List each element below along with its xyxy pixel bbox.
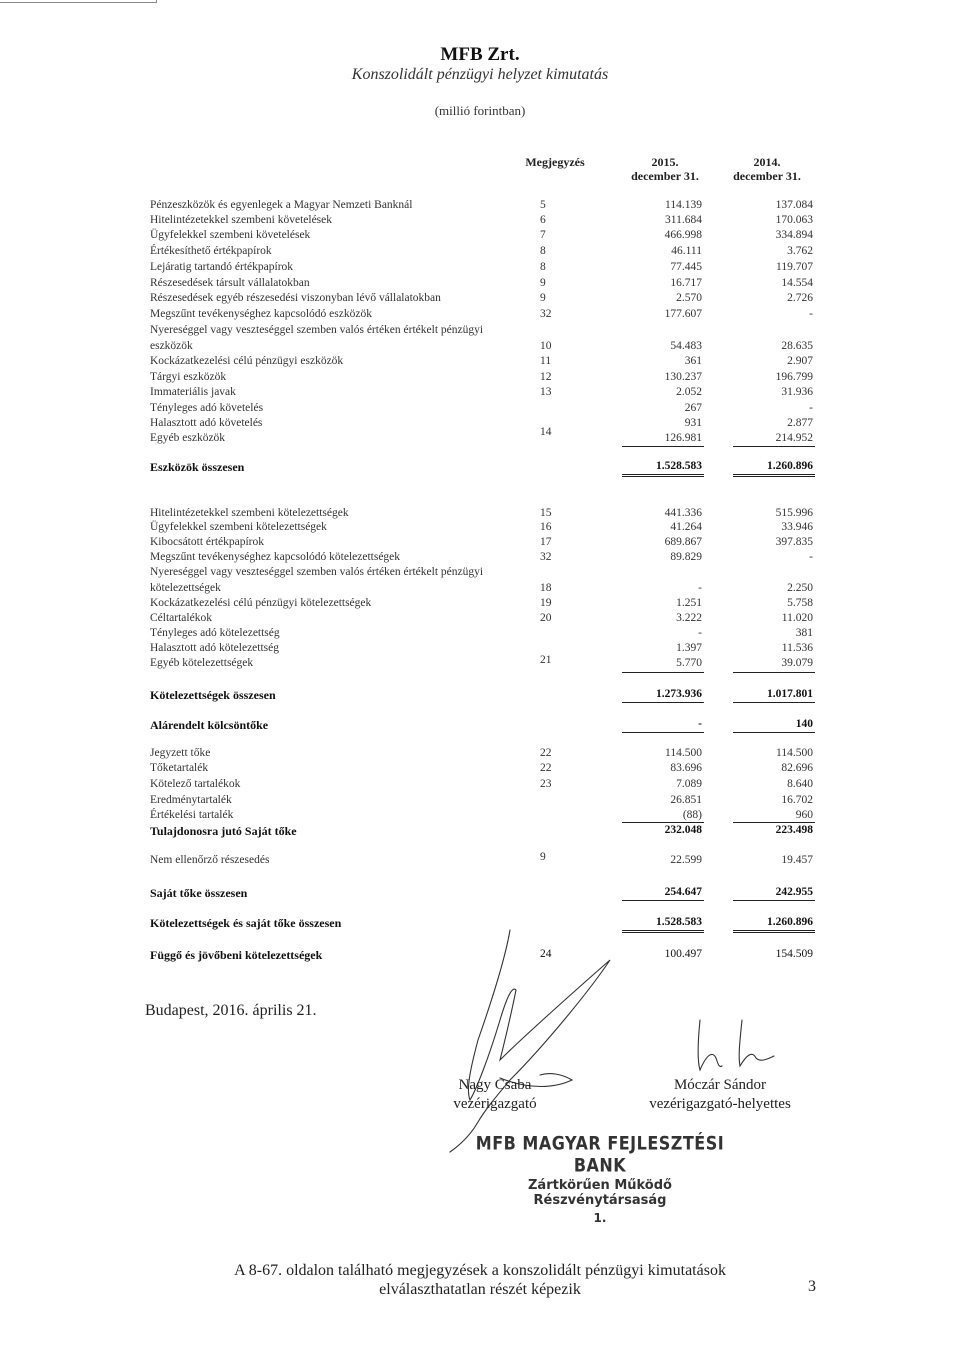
row-note: 20: [540, 612, 552, 624]
row-value-2014: 16.702: [781, 794, 813, 806]
row-note: 22: [540, 747, 552, 759]
row-value-2015: 466.998: [664, 229, 702, 241]
row-label: Ügyfelekkel szembeni követelések: [150, 229, 311, 241]
row-label: Alárendelt kölcsöntőke: [150, 718, 269, 732]
row-value-2015: 77.445: [670, 261, 702, 273]
row-value-2014: 82.696: [781, 762, 813, 774]
row-label: Hitelintézetekkel szembeni követelések: [150, 214, 333, 226]
currency-unit: (millió forintban): [434, 103, 526, 118]
row-label: Céltartalékok: [150, 612, 212, 624]
row-value-2015: 22.599: [670, 854, 702, 866]
page-number: 3: [808, 1278, 816, 1295]
row-label: Hitelintézetekkel szembeni kötelezettségek: [150, 507, 349, 519]
stamp-line-1: MFB MAGYAR FEJLESZTÉSI BANK: [475, 1132, 725, 1176]
row-value-2015: 441.336: [664, 507, 702, 519]
row-label: Értékelési tartalék: [150, 809, 234, 821]
row-value-2014: 5.758: [787, 597, 813, 609]
row-label: Kibocsátott értékpapírok: [150, 536, 265, 548]
row-note: 17: [540, 536, 552, 548]
signer-2-name: Móczár Sándor: [673, 1077, 767, 1093]
row-label: Halasztott adó követelés: [150, 417, 263, 429]
row-value-2014: 242.955: [775, 886, 813, 898]
row-value-2014: 515.996: [775, 507, 813, 519]
row-value-2015: 7.089: [676, 778, 702, 790]
row-note: 16: [540, 521, 552, 533]
row-value-2014: 1.260.896: [767, 916, 813, 928]
row-note: 11: [540, 355, 552, 367]
row-note: 18: [540, 582, 552, 594]
row-value-2015: 1.251: [676, 597, 702, 609]
row-note: 5: [540, 199, 546, 211]
company-stamp: [460, 1132, 740, 1225]
row-label: kötelezettségek: [150, 582, 221, 594]
row-note: 12: [540, 371, 552, 383]
row-label: Kötelező tartalékok: [150, 778, 241, 790]
row-value-2015: 114.139: [665, 199, 702, 211]
signer-1-name: Nagy Csaba: [458, 1077, 532, 1093]
row-label: Pénzeszközök és egyenlegek a Magyar Nemzeti Banknál: [150, 199, 413, 211]
row-note: 9: [540, 851, 546, 863]
row-value-2014: 140: [795, 718, 813, 730]
place-and-date: Budapest, 2016. április 21.: [145, 1002, 317, 1019]
row-value-2014: 397.835: [775, 536, 813, 548]
statement-title: Konszolidált pénzügyi helyzet kimutatás: [351, 66, 609, 83]
row-value-2014: 381: [795, 627, 813, 639]
row-value-2014: 31.936: [781, 386, 813, 398]
row-label: Részesedések egyéb részesedési viszonyban lévő vállalatokban: [150, 292, 441, 304]
row-value-2014: 214.952: [775, 432, 813, 444]
signature-1-stroke-a: [450, 930, 610, 1152]
row-note: 23: [540, 778, 552, 790]
row-label: Jegyzett tőke: [150, 747, 211, 759]
row-value-2015: 689.867: [664, 536, 702, 548]
row-value-2015: 1.528.583: [656, 916, 702, 928]
row-note: 6: [540, 214, 546, 226]
row-value-2015: 100.497: [664, 948, 702, 960]
signer-1-role: vezérigazgató: [453, 1096, 537, 1112]
row-label: Kockázatkezelési célú pénzügyi kötelezettségek: [150, 597, 372, 609]
row-note: 10: [540, 340, 552, 352]
row-value-2014: -: [809, 308, 813, 320]
signature-2-stroke-b: [739, 1020, 774, 1066]
row-value-2014: 170.063: [775, 214, 813, 226]
row-value-2014: 2.726: [787, 292, 813, 304]
row-label: Megszűnt tevékenységhez kapcsolódó eszközök: [150, 308, 372, 320]
row-label: Kockázatkezelési célú pénzügyi eszközök: [150, 355, 344, 367]
row-label: eszközök: [150, 340, 193, 352]
row-value-2015: 1.397: [676, 642, 702, 654]
row-label: Tárgyi eszközök: [150, 371, 227, 383]
row-label: Egyéb eszközök: [150, 432, 226, 444]
row-value-2014: 39.079: [781, 657, 813, 669]
row-value-2014: 1.260.896: [767, 460, 813, 472]
row-value-2015: 41.264: [670, 521, 702, 533]
row-label: Értékesíthető értékpapírok: [150, 245, 272, 257]
row-value-2015: 89.829: [670, 551, 702, 563]
row-value-2015: 931: [684, 417, 702, 429]
row-value-2014: 334.894: [775, 229, 813, 241]
column-header-2014-year: 2014.: [753, 155, 781, 169]
row-label: Megszűnt tevékenységhez kapcsolódó kötelezettségek: [150, 551, 401, 563]
row-value-2014: 137.084: [775, 199, 813, 211]
row-value-2015: 16.717: [670, 277, 702, 289]
row-value-2014: 2.907: [787, 355, 813, 367]
row-label: Egyéb kötelezettségek: [150, 657, 254, 669]
row-value-2014: 8.640: [787, 778, 813, 790]
row-note: 15: [540, 507, 552, 519]
row-value-2015: 26.851: [670, 794, 702, 806]
row-note: 9: [540, 277, 546, 289]
row-value-2015: 254.647: [664, 886, 702, 898]
row-value-2014: 223.498: [775, 824, 813, 836]
row-label: Tőketartalék: [150, 762, 209, 774]
row-value-2015: 2.570: [676, 292, 702, 304]
row-value-2015: 267: [684, 402, 702, 414]
row-value-2014: 154.509: [775, 948, 813, 960]
row-value-2014: 1.017.801: [767, 688, 813, 700]
row-value-2014: 19.457: [781, 854, 813, 866]
row-value-2015: 232.048: [664, 824, 702, 836]
row-value-2014: 33.946: [781, 521, 813, 533]
row-value-2015: 361: [684, 355, 702, 367]
row-label: Tényleges adó kötelezettség: [150, 627, 280, 639]
row-value-2015: -: [698, 582, 702, 594]
row-label: Részesedések társult vállalatokban: [150, 277, 310, 289]
column-header-note-label: Megjegyzés: [525, 155, 585, 169]
row-value-2014: 11.020: [781, 612, 813, 624]
row-value-2015: 46.111: [671, 245, 702, 257]
column-header-2014-date: december 31.: [733, 169, 801, 183]
row-value-2015: 5.770: [676, 657, 702, 669]
row-value-2015: 311.684: [665, 214, 702, 226]
footer-note-line-2: elválaszthatatlan részét képezik: [379, 1281, 581, 1298]
row-note: 32: [540, 308, 552, 320]
row-value-2015: 83.696: [670, 762, 702, 774]
column-header-2015-year: 2015.: [651, 155, 679, 169]
company-name: MFB Zrt.: [440, 44, 520, 65]
row-label: Immateriális javak: [150, 386, 236, 398]
footer-note-line-1: A 8-67. oldalon található megjegyzések a konszolidált pénzügyi kimutatások: [234, 1262, 726, 1279]
row-value-2015: 3.222: [676, 612, 702, 624]
row-value-2015: (88): [682, 809, 702, 821]
row-note: 8: [540, 245, 546, 257]
signature-2-stroke-a: [698, 1020, 722, 1070]
row-value-2014: 114.500: [776, 747, 813, 759]
row-label: Eredménytartalék: [150, 794, 232, 806]
row-note: 8: [540, 261, 546, 273]
row-value-2014: 196.799: [775, 371, 813, 383]
row-value-2014: 2.250: [787, 582, 813, 594]
row-label: Eszközök összesen: [150, 460, 245, 474]
row-note: 14: [540, 426, 552, 438]
row-value-2015: 177.607: [664, 308, 702, 320]
row-note: 19: [540, 597, 552, 609]
row-value-2015: -: [698, 718, 702, 730]
row-note: 24: [540, 948, 552, 960]
row-note: 7: [540, 229, 546, 241]
row-value-2015: 54.483: [670, 340, 702, 352]
row-note: 9: [540, 292, 546, 304]
row-label: Saját tőke összesen: [150, 886, 248, 900]
row-value-2015: 1.528.583: [656, 460, 702, 472]
row-value-2014: -: [809, 402, 813, 414]
row-label: Tényleges adó követelés: [150, 402, 264, 414]
row-label: Függő és jövőbeni kötelezettségek: [150, 948, 323, 962]
row-value-2015: 126.981: [664, 432, 702, 444]
row-label: Kötelezettségek összesen: [150, 688, 276, 702]
row-label: Halasztott adó kötelezettség: [150, 642, 280, 654]
row-value-2014: -: [809, 551, 813, 563]
row-label: Ügyfelekkel szembeni kötelezettségek: [150, 521, 327, 533]
row-note: 22: [540, 762, 552, 774]
row-value-2014: 960: [795, 809, 813, 821]
row-value-2014: 3.762: [787, 245, 813, 257]
signer-2-role: vezérigazgató-helyettes: [649, 1096, 791, 1112]
row-note: 32: [540, 551, 552, 563]
row-label: Nyereséggel vagy veszteséggel szemben valós értéken értékelt pénzügyi: [150, 566, 484, 578]
row-label: Nem ellenőrző részesedés: [150, 854, 270, 866]
row-label: Kötelezettségek és saját tőke összesen: [150, 916, 342, 930]
row-label: Nyereséggel vagy veszteséggel szemben valós értéken értékelt pénzügyi: [150, 324, 484, 336]
row-note: 21: [540, 654, 552, 666]
row-value-2014: 14.554: [781, 277, 813, 289]
row-value-2014: 2.877: [787, 417, 813, 429]
stamp-line-3: 1.: [593, 1211, 607, 1225]
row-value-2014: 28.635: [781, 340, 813, 352]
row-label: Tulajdonosra jutó Saját tőke: [150, 824, 297, 838]
column-header-2015-date: december 31.: [631, 169, 699, 183]
row-value-2015: 130.237: [664, 371, 702, 383]
stamp-line-2: Zártkörűen Működő Részvénytársaság: [528, 1178, 672, 1208]
row-value-2015: 1.273.936: [656, 688, 702, 700]
row-value-2015: -: [698, 627, 702, 639]
row-value-2015: 114.500: [665, 747, 702, 759]
row-note: 13: [540, 386, 552, 398]
row-value-2015: 2.052: [676, 386, 702, 398]
row-label: Lejáratig tartandó értékpapírok: [150, 261, 294, 273]
row-value-2014: 11.536: [781, 642, 813, 654]
row-value-2014: 119.707: [776, 261, 813, 273]
